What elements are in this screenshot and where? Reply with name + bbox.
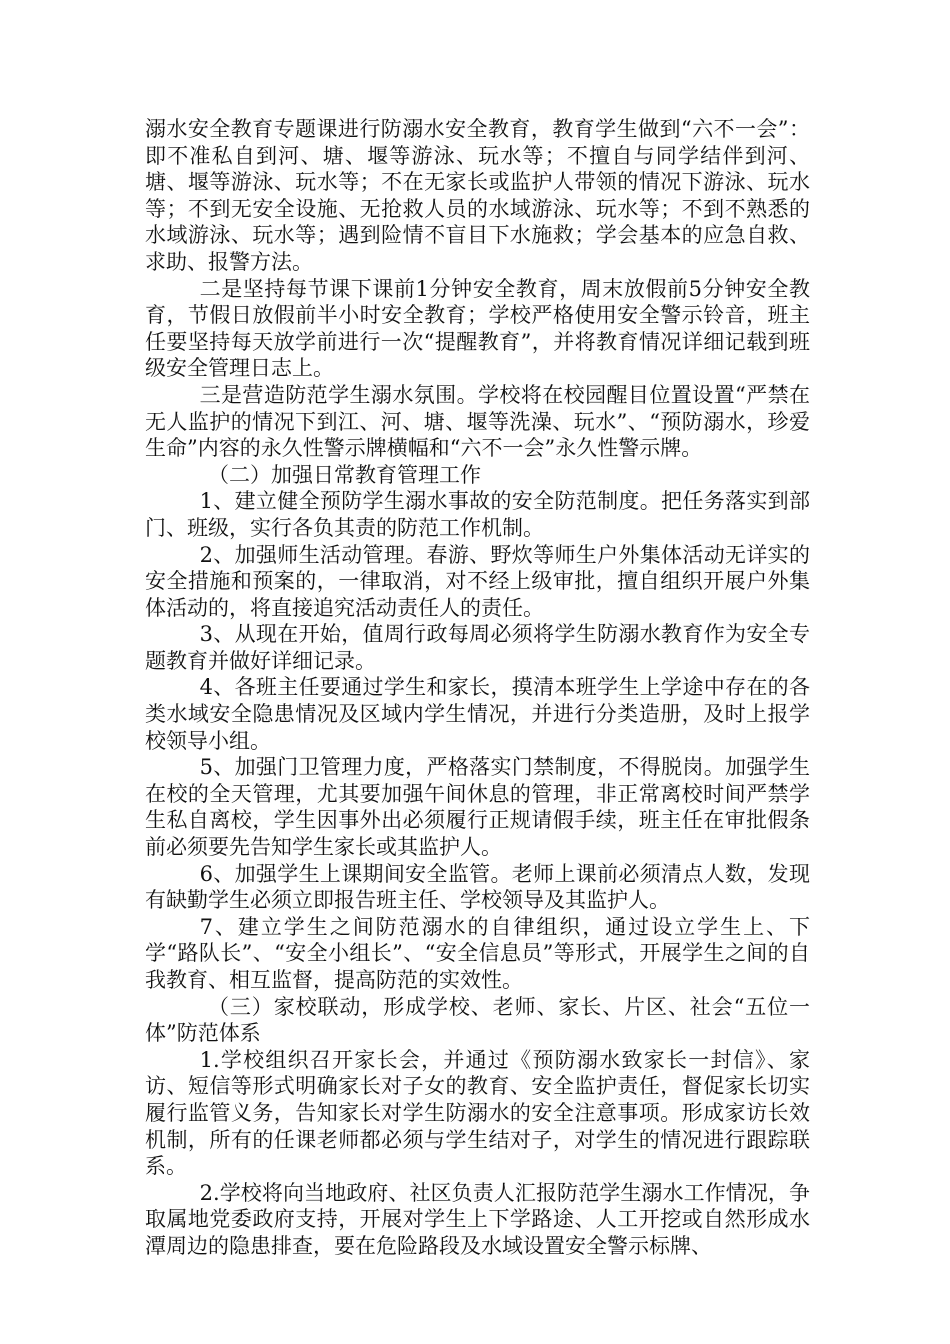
list-item-6: 6、加强学生上课期间安全监管。老师上课前必须清点人数，发现有缺勤学生必须立即报告班主任、学校领导及其监护人。 — [145, 861, 810, 913]
numbered-item-2: 2.学校将向当地政府、社区负责人汇报防范学生溺水工作情况，争取属地党委政府支持，开展对学生上下学路途、人工开挖或自然形成水潭周边的隐患排查，要在危险路段及水域设置安全警示标牌、 — [145, 1180, 810, 1258]
list-item-2: 2、加强师生活动管理。春游、野炊等师生户外集体活动无详实的安全措施和预案的，一律取消，对不经上级审批，擅自组织开展户外集体活动的，将直接追究活动责任人的责任。 — [145, 542, 810, 620]
list-item-4: 4、各班主任要通过学生和家长，摸清本班学生上学途中存在的各类水域安全隐患情况及区域内学生情况，并进行分类造册，及时上报学校领导小组。 — [145, 675, 810, 753]
list-item-7: 7、建立学生之间防范溺水的自律组织，通过设立学生上、下学“路队长”、“安全小组长”、“安全信息员”等形式，开展学生之间的自我教育、相互监督，提高防范的实效性。 — [145, 914, 810, 992]
section-heading-2: （二）加强日常教育管理工作 — [208, 462, 481, 487]
paragraph-continuation: 溺水安全教育专题课进行防溺水安全教育，教育学生做到“六不一会”：即不准私自到河、塘、堰等游泳、玩水等；不擅自与同学结伴到河、塘、堰等游泳、玩水等；不在无家长或监护人带领的情况下游泳、玩水等；不到无安全设施、无抢救人员的水域游泳、玩水等；不到不熟悉的水域游泳、玩水等；遇到险情不盲目下水施救；学会基本的应急自救、求助、报警方法。 — [145, 117, 810, 274]
paragraph-point-two: 二是坚持每节课下课前1分钟安全教育，周末放假前5分钟安全教育，节假日放假前半小时安全教育；学校严格使用安全警示铃音，班主任要坚持每天放学前进行一次“提醒教育”，并将教育情况详细记载到班级安全管理日志上。 — [145, 276, 810, 381]
section-heading-3: （三）家校联动，形成学校、老师、家长、片区、社会“五位一体”防范体系 — [145, 994, 810, 1046]
list-item-1: 1、建立健全预防学生溺水事故的安全防范制度。把任务落实到部门、班级，实行各负其责的防范工作机制。 — [145, 489, 810, 540]
document-body — [145, 116, 810, 1260]
numbered-item-1: 1.学校组织召开家长会，并通过《预防溺水致家长一封信》、家访、短信等形式明确家长对子女的教育、安全监护责任，督促家长切实履行监管义务，告知家长对学生防溺水的安全注意事项。形成家访长效机制，所有的任课老师都必须与学生结对子，对学生的情况进行跟踪联系。 — [145, 1047, 810, 1179]
paragraph-point-three: 三是营造防范学生溺水氛围。学校将在校园醒目位置设置“严禁在无人监护的情况下到江、河、塘、堰等洗澡、玩水”、“预防溺水，珍爱生命”内容的永久性警示牌横幅和“六不一会”永久性警示牌。 — [145, 382, 810, 461]
list-item-5: 5、加强门卫管理力度，严格落实门禁制度，不得脱岗。加强学生在校的全天管理，尤其要加强午间休息的管理，非正常离校时间严禁学生私自离校，学生因事外出必须履行正规请假手续，班主任在审批假条前必须要先告知学生家长或其监护人。 — [145, 755, 810, 860]
list-item-3: 3、从现在开始，值周行政每周必须将学生防溺水教育作为安全专题教育并做好详细记录。 — [145, 622, 810, 673]
